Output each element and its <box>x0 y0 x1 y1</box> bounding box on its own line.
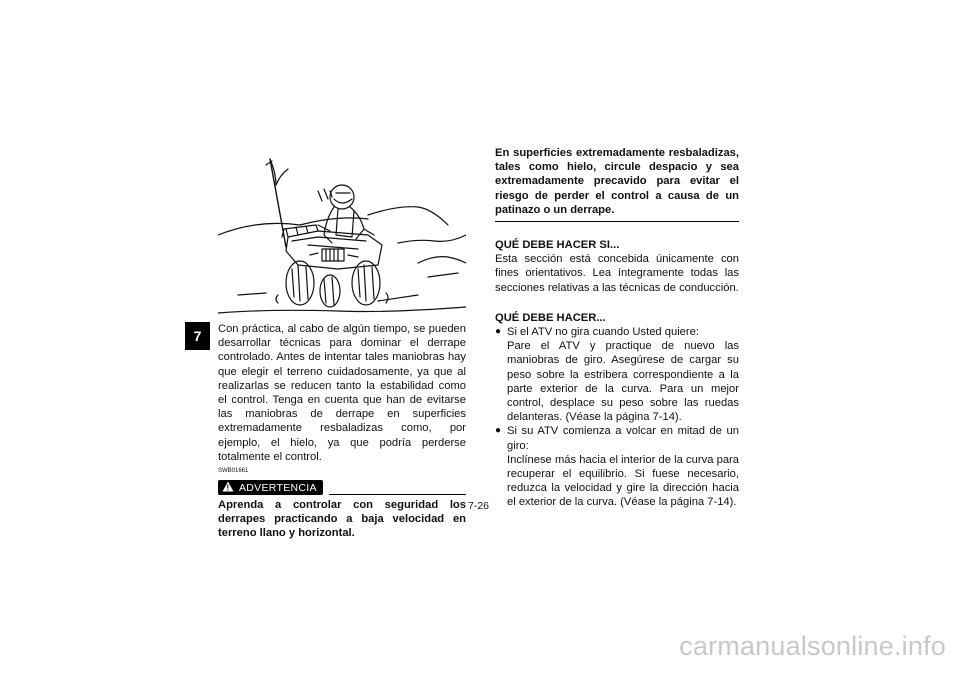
list-item-body: Inclínese más hacia el interior de la curva para recuperar el equilibrio. Si fuese necesario, reduzca la velocidad y gire la dirección hacia el exterior de la curva. (Véase la página 7-14). <box>507 453 739 509</box>
warning-label: ADVERTENCIA <box>239 481 317 494</box>
chapter-number: 7 <box>193 328 202 344</box>
section-heading-what-to-do-if: QUÉ DEBE HACER SI... <box>495 239 620 252</box>
list-item-body: Pare el ATV y practique de nuevo las maniobras de giro. Asegúrese de cargar su peso sobre la estribera correspondiente a la parte exterior de la curva. Para un mejor control, desplace su peso sobre las ruedas delanteras. (Véase la página 7-14). <box>507 340 739 424</box>
list-item <box>495 424 739 509</box>
section-heading-what-to-do: QUÉ DEBE HACER... <box>495 311 606 324</box>
list-item-lead: Si el ATV no gira cuando Usted quiere: <box>507 326 699 339</box>
warning-icon-glyph: ! <box>226 483 230 492</box>
bullet-icon: ● <box>495 425 502 437</box>
warning-end-rule <box>495 221 739 222</box>
warning-header <box>218 475 466 495</box>
warning-text: Aprenda a controlar con seguridad los derrapes practicando a baja velocidad en terreno llano y horizontal. <box>218 499 466 540</box>
intro-paragraph: Con práctica, al cabo de algún tiempo, se pueden desarrollar técnicas para dominar el derrape controlado. Antes de intentar tales maniobras hay que elegir el terreno cuidadosamente, ya que al realizarlas se reducen tanto la estabilidad como el control. Tenga en cuenta que han de evitarse las maniobras de derrape en superficies extremadamente resbaladizas como, por ejemplo, el hielo, ya que podría perderse totalmente el control. <box>218 323 466 463</box>
left-column <box>218 322 466 541</box>
chapter-tab <box>185 322 210 350</box>
list-item <box>495 325 739 424</box>
page-number: 7-26 <box>468 500 490 512</box>
warning-rule <box>329 492 466 495</box>
warning-icon <box>222 481 234 495</box>
slippery-warning-paragraph: En superficies extremadamente resbaladizas, tales como hielo, circule despacio y sea extremadamente precavido para evitar el riesgo de perder el control a causa de un patinazo o un derrape. <box>495 147 739 216</box>
section-paragraph: Esta sección está concebida únicamente con fines orientativos. Lea íntegramente todas las secciones relativas a las técnicas de conducción. <box>495 253 739 294</box>
reference-code: SWB01661 <box>218 468 249 475</box>
atv-rider-illustration <box>218 145 466 317</box>
right-column <box>495 146 739 510</box>
watermark: carmanualsonline.info <box>679 631 946 661</box>
warning-badge <box>218 480 323 495</box>
list-item-lead: Si su ATV comienza a volcar en mitad de un giro: <box>507 425 739 452</box>
bullet-icon: ● <box>495 326 502 338</box>
